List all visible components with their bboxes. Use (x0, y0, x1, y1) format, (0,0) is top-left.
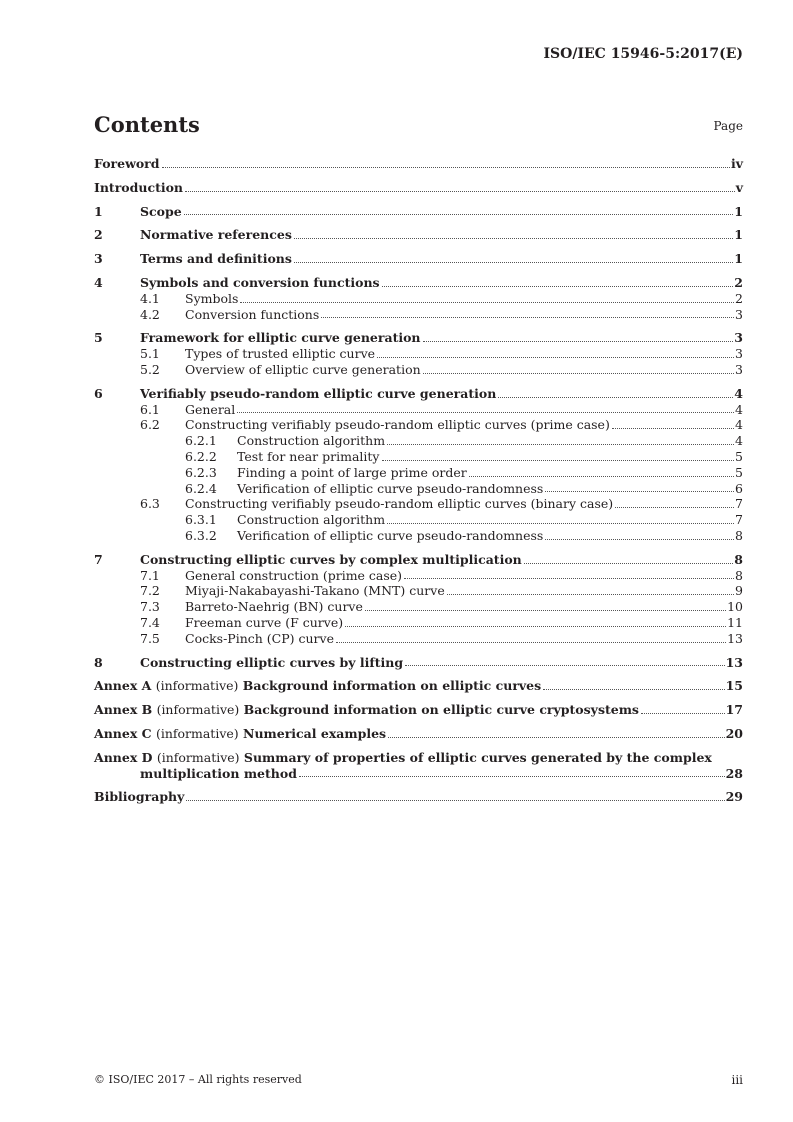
annex-kind: (informative) (156, 749, 240, 765)
annex-label: Annex A (94, 678, 152, 694)
toc-entry-page: 7 (735, 512, 743, 528)
toc-entry-number: 7.1 (140, 567, 160, 583)
page-column-label: Page (713, 119, 743, 133)
toc-entry-title: Constructing verifiably pseudo-random elliptic curves (binary case) (185, 496, 614, 512)
toc-entry-6-2-4[interactable] (94, 481, 743, 497)
toc-entry-number: 7.2 (140, 583, 160, 599)
toc-entry-number: 6.2.2 (185, 448, 217, 464)
toc-entry-section-8[interactable] (94, 655, 743, 671)
toc-entry-foreword[interactable] (94, 156, 743, 172)
toc-entry-page: v (735, 179, 743, 195)
toc-entry-terms-definitions[interactable] (94, 251, 743, 267)
toc-entry-page: 8 (735, 567, 743, 583)
toc-entry-introduction[interactable] (94, 180, 743, 196)
toc-entry-page: 29 (725, 789, 743, 805)
toc-annex-title (94, 726, 386, 742)
toc-entry-title: Symbols and conversion functions (140, 274, 380, 290)
toc-entry-title: Constructing elliptic curves by complex multiplication (140, 551, 522, 567)
toc-entry-number: 5.2 (140, 361, 160, 377)
toc-entry-number: 5.1 (140, 346, 160, 362)
toc-entry-page: 1 (734, 203, 743, 219)
toc-entry-page: 2 (735, 290, 743, 306)
toc-entry-4-2[interactable] (94, 307, 743, 323)
toc-entry-page: 8 (734, 551, 743, 567)
toc-entry-title: Symbols (185, 290, 239, 306)
toc-entry-title: Bibliography (94, 789, 185, 805)
annex-title-line2: multiplication method (140, 765, 297, 781)
toc-entry-5-2[interactable] (94, 362, 743, 378)
toc-entry-title: Construction algorithm (237, 512, 386, 528)
toc-entry-number: 4.1 (140, 290, 160, 306)
toc-entry-number: 8 (94, 654, 103, 670)
toc-entry-number: 5 (94, 330, 103, 346)
toc-annex-title (94, 750, 743, 766)
toc-entry-title: Scope (140, 203, 182, 219)
toc-entry-page: iv (730, 156, 743, 171)
toc-entry-page: 13 (727, 630, 743, 646)
annex-title-line1: Summary of properties of elliptic curves generated by the complex (243, 749, 712, 765)
page-title: Contents (94, 112, 200, 137)
toc-entry-title: Conversion functions (185, 306, 320, 322)
toc-entry-title: Constructing verifiably pseudo-random elliptic curves (prime case) (185, 417, 610, 433)
toc-entry-number: 3 (94, 251, 103, 267)
toc-entry-number: 6 (94, 385, 103, 401)
toc-entry-page: 20 (725, 725, 743, 741)
toc-entry-7-2[interactable] (94, 583, 743, 599)
toc-entry-number: 2 (94, 227, 103, 243)
toc-entry-annex-c[interactable] (94, 726, 743, 742)
toc-entry-page: 15 (725, 678, 743, 694)
toc-entry-6-1[interactable] (94, 402, 743, 418)
toc-entry-page: 13 (725, 654, 743, 670)
toc-entry-page: 4 (735, 417, 743, 433)
toc-entry-5-1[interactable] (94, 346, 743, 362)
toc-entry-title: Cocks-Pinch (CP) curve (185, 630, 334, 646)
toc-entry-number: 6.3 (140, 496, 160, 512)
table-of-contents (94, 156, 743, 805)
toc-entry-normative-references[interactable] (94, 227, 743, 243)
toc-entry-6-2-3[interactable] (94, 465, 743, 481)
toc-entry-number: 7.4 (140, 614, 160, 630)
annex-title: Background information on elliptic curves (242, 678, 542, 694)
toc-entry-annex-a[interactable] (94, 678, 743, 694)
toc-entry-number: 6.1 (140, 401, 160, 417)
toc-entry-bibliography[interactable] (94, 789, 743, 805)
toc-entry-section-6[interactable] (94, 386, 743, 402)
toc-entry-7-5[interactable] (94, 631, 743, 647)
toc-entry-scope[interactable] (94, 204, 743, 220)
toc-entry-title: Barreto-Naehrig (BN) curve (185, 599, 363, 615)
toc-entry-page: 28 (725, 765, 743, 781)
toc-entry-page: 4 (735, 401, 743, 417)
toc-entry-title: Terms and definitions (140, 251, 292, 267)
toc-entry-number: 7.5 (140, 630, 160, 646)
toc-entry-section-5[interactable] (94, 330, 743, 346)
toc-entry-number: 6.2.4 (185, 480, 217, 496)
annex-label: Annex C (94, 725, 152, 741)
toc-entry-title: Introduction (94, 179, 184, 195)
toc-entry-page: 11 (727, 614, 743, 630)
toc-entry-number: 7 (94, 551, 103, 567)
toc-entry-title: Types of trusted elliptic curve (185, 346, 376, 362)
toc-annex-title (94, 678, 541, 694)
toc-entry-annex-b[interactable] (94, 702, 743, 718)
toc-entry-6-3-1[interactable] (94, 512, 743, 528)
toc-entry-page: 9 (735, 583, 743, 599)
toc-entry-page: 5 (735, 464, 743, 480)
toc-entry-number: 1 (94, 203, 103, 219)
toc-entry-page: 3 (735, 346, 743, 362)
toc-entry-title: Verifiably pseudo-random elliptic curve generation (140, 385, 497, 401)
toc-entry-6-2[interactable] (94, 417, 743, 433)
toc-entry-title: Framework for elliptic curve generation (140, 330, 421, 346)
toc-entry-page: 4 (735, 433, 743, 449)
toc-entry-page: 8 (735, 527, 743, 543)
annex-kind: (informative) (156, 702, 240, 718)
toc-entry-annex-d[interactable] (94, 750, 743, 782)
toc-entry-7-1[interactable] (94, 568, 743, 584)
toc-entry-number: 6.2.3 (185, 464, 217, 480)
toc-entry-title: Foreword (94, 156, 160, 171)
toc-entry-page: 10 (727, 599, 743, 615)
page-number: iii (731, 1073, 743, 1087)
toc-entry-page: 17 (725, 702, 743, 718)
copyright-notice: © ISO/IEC 2017 – All rights reserved (94, 1073, 302, 1086)
toc-entry-6-3[interactable] (94, 496, 743, 512)
toc-entry-page: 7 (735, 496, 743, 512)
toc-entry-title: Overview of elliptic curve generation (185, 361, 421, 377)
toc-entry-title: General (185, 401, 236, 417)
toc-entry-page: 5 (735, 448, 743, 464)
annex-kind: (informative) (155, 725, 239, 741)
toc-entry-title: Construction algorithm (237, 433, 386, 449)
toc-entry-page: 2 (734, 274, 743, 290)
toc-entry-6-2-1[interactable] (94, 433, 743, 449)
toc-entry-page: 4 (734, 385, 743, 401)
toc-entry-page: 3 (734, 330, 743, 346)
toc-entry-section-4[interactable] (94, 275, 743, 291)
toc-entry-title: Normative references (140, 227, 292, 243)
toc-entry-title: Constructing elliptic curves by lifting (140, 654, 404, 670)
toc-entry-page: 6 (735, 480, 743, 496)
toc-entry-4-1[interactable] (94, 291, 743, 307)
toc-entry-title: Verification of elliptic curve pseudo-randomness (237, 480, 544, 496)
toc-entry-title: Test for near primality (237, 448, 380, 464)
toc-entry-title: Finding a point of large prime order (237, 464, 467, 480)
annex-title: Numerical examples (243, 725, 387, 741)
toc-entry-number: 4 (94, 274, 103, 290)
toc-entry-title: Verification of elliptic curve pseudo-randomness (237, 527, 544, 543)
toc-entry-number: 4.2 (140, 306, 160, 322)
toc-entry-title: Miyaji-Nakabayashi-Takano (MNT) curve (185, 583, 445, 599)
toc-entry-number: 6.3.1 (185, 512, 217, 528)
toc-entry-6-3-2[interactable] (94, 528, 743, 544)
toc-entry-6-2-2[interactable] (94, 449, 743, 465)
annex-label: Annex D (94, 749, 153, 765)
toc-entry-page: 1 (734, 227, 743, 243)
annex-label: Annex B (94, 702, 153, 718)
annex-title: Background information on elliptic curve cryptosystems (243, 702, 639, 718)
toc-entry-number: 6.3.2 (185, 527, 217, 543)
toc-entry-section-7[interactable] (94, 552, 743, 568)
toc-entry-number: 7.3 (140, 599, 160, 615)
toc-entry-7-4[interactable] (94, 615, 743, 631)
annex-kind: (informative) (155, 678, 239, 694)
toc-entry-number: 6.2 (140, 417, 160, 433)
toc-entry-page: 3 (735, 306, 743, 322)
toc-entry-number: 6.2.1 (185, 433, 217, 449)
toc-annex-title (94, 702, 639, 718)
toc-entry-title: General construction (prime case) (185, 567, 403, 583)
toc-entry-title: Freeman curve (F curve) (185, 614, 344, 630)
toc-entry-page: 1 (734, 251, 743, 267)
toc-entry-7-3[interactable] (94, 599, 743, 615)
toc-entry-page: 3 (735, 361, 743, 377)
document-code: ISO/IEC 15946-5:2017(E) (543, 46, 743, 62)
